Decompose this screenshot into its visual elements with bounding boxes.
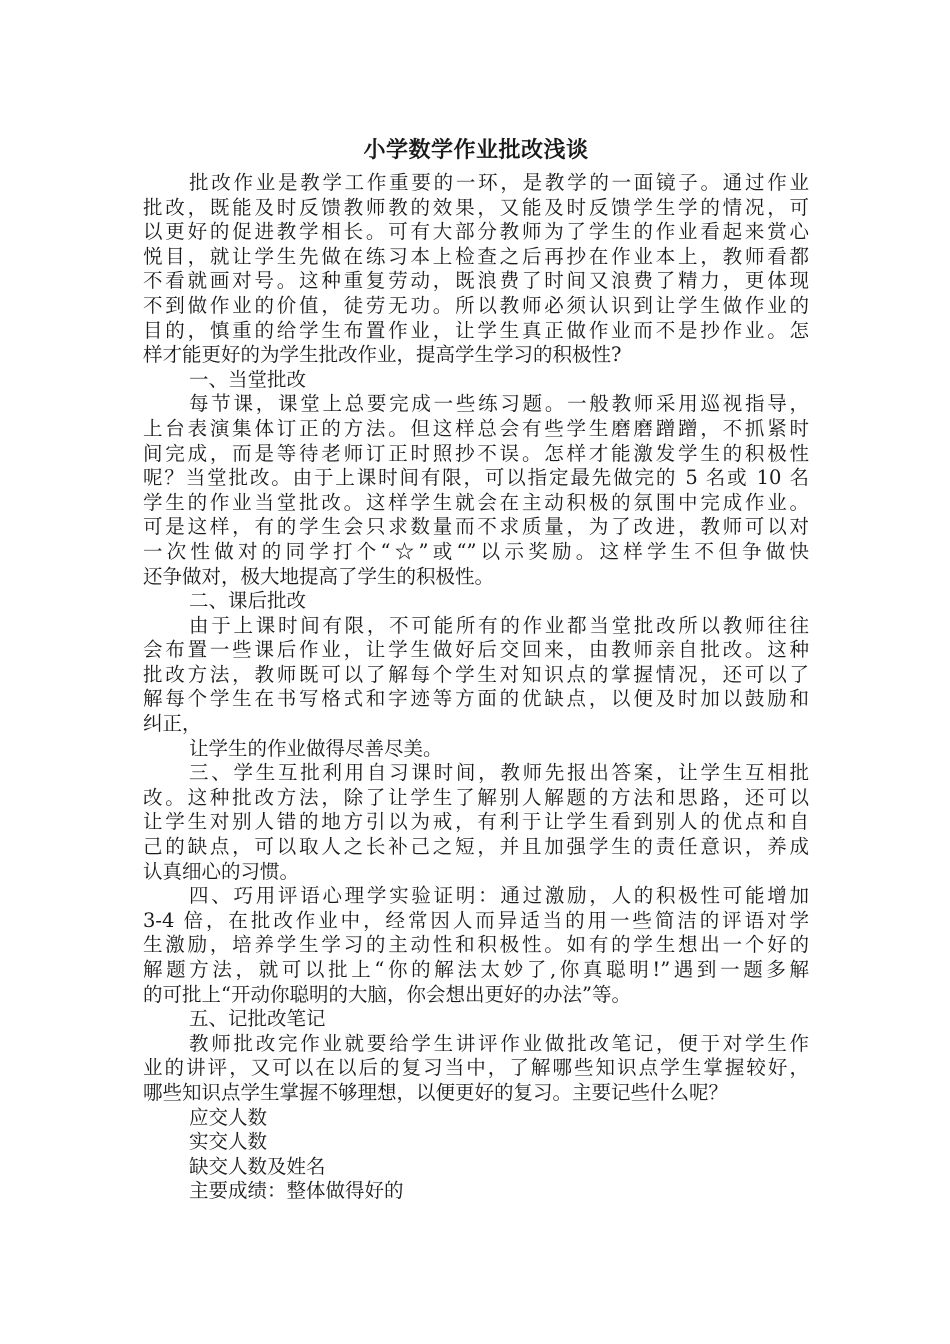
text-line: 三、学生互批利用自习课时间，教师先报出答案，让学生互相批 (189, 761, 809, 785)
text-line: 改。这种批改方法，除了让学生了解别人解题的方法和思路，还可以 (143, 785, 809, 809)
document-page (143, 135, 809, 1204)
text-line: 悦目，就让学生先做在练习本上检查之后再抄在作业本上，教师看都 (143, 244, 809, 268)
text-line: 解题方法，就可以批上“你的解法太妙了,你真聪明!”遇到一题多解 (143, 958, 809, 981)
text-line: 还争做对，极大地提高了学生的积极性。 (143, 564, 495, 588)
text-line: 五、记批改笔记 (189, 1007, 326, 1031)
text-line: 解每个学生在书写格式和字迹等方面的优缺点，以便及时加以鼓励和 (143, 687, 809, 711)
text-line: 一次性做对的同学打个“☆”或“”以示奖励。这样学生不但争做快 (143, 539, 809, 563)
text-line: 实交人数 (189, 1130, 268, 1154)
text-line: 批改，既能及时反馈教师教的效果，又能及时反馈学生学的情况，可 (143, 195, 809, 219)
text-line: 会布置一些课后作业，让学生做好后交回来，由教师亲自批改。这种 (143, 638, 809, 662)
text-line: 3-4 倍，在批改作业中，经常因人而异适当的用一些简洁的评语对学 (143, 908, 809, 932)
text-line: 不到做作业的价值，徒劳无功。所以教师必须认识到让学生做作业的 (143, 293, 809, 317)
text-line: 主要成绩：整体做得好的 (189, 1179, 404, 1203)
text-line: 间完成，而是等待老师订正时照抄不误。怎样才能激发学生的积极性 (143, 441, 809, 465)
text-line: 认真细心的习惯。 (143, 859, 300, 883)
text-line: 由于上课时间有限，不可能所有的作业都当堂批改所以教师往往 (189, 613, 809, 637)
text-line: 以更好的促进教学相长。可有大部分教师为了学生的作业看起来赏心 (143, 220, 809, 244)
text-line: 呢？当堂批改。由于上课时间有限，可以指定最先做完的 5 名或 10 名 (143, 466, 809, 490)
text-line: 哪些知识点学生掌握不够理想，以便更好的复习。主要记些什么呢？ (143, 1080, 729, 1104)
text-line: 教师批改完作业就要给学生讲评作业做批改笔记，便于对学生作 (189, 1031, 809, 1055)
text-line: 缺交人数及姓名 (189, 1154, 326, 1178)
text-line: 批改作业是教学工作重要的一环，是教学的一面镜子。通过作业 (189, 171, 809, 194)
text-line: 己的缺点，可以取人之长补己之短，并且加强学生的责任意识，养成 (143, 835, 809, 859)
text-line: 目的，慎重的给学生布置作业，让学生真正做作业而不是抄作业。怎 (143, 318, 809, 342)
text-line: 的可批上“开动你聪明的大脑，你会想出更好的办法”等。 (143, 982, 631, 1006)
text-line: 一、当堂批改 (189, 367, 307, 391)
text-line: 样才能更好的为学生批改作业，提高学生学习的积极性? (143, 343, 622, 367)
text-line: 应交人数 (189, 1105, 268, 1129)
text-line: 纠正， (143, 712, 202, 736)
text-line: 生激励，培养学生学习的主动性和积极性。如有的学生想出一个好的 (143, 933, 809, 957)
document-title: 小学数学作业批改浅谈 (363, 137, 589, 163)
text-line: 学生的作业当堂批改。这样学生就会在主动积极的氛围中完成作业。 (143, 490, 809, 514)
text-line: 上台表演集体订正的方法。但这样总会有些学生磨磨蹭蹭，不抓紧时 (143, 416, 809, 440)
text-line: 不看就画对号。这种重复劳动，既浪费了时间又浪费了精力，更体现 (143, 269, 809, 293)
text-line: 让学生对别人错的地方引以为戒，有利于让学生看到别人的优点和自 (143, 810, 809, 834)
text-line: 让学生的作业做得尽善尽美。 (189, 736, 443, 760)
document-body (143, 171, 809, 1204)
text-line: 业的讲评，又可以在以后的复习当中，了解哪些知识点学生掌握较好， (143, 1056, 809, 1080)
text-line: 可是这样，有的学生会只求数量而不求质量，为了改进，教师可以对 (143, 515, 809, 539)
text-line: 二、课后批改 (189, 589, 307, 613)
text-line: 四、巧用评语心理学实验证明：通过激励，人的积极性可能增加 (189, 884, 809, 908)
text-line: 每节课，课堂上总要完成一些练习题。一般教师采用巡视指导， (189, 392, 809, 416)
text-line: 批改方法，教师既可以了解每个学生对知识点的掌握情况，还可以了 (143, 662, 809, 686)
